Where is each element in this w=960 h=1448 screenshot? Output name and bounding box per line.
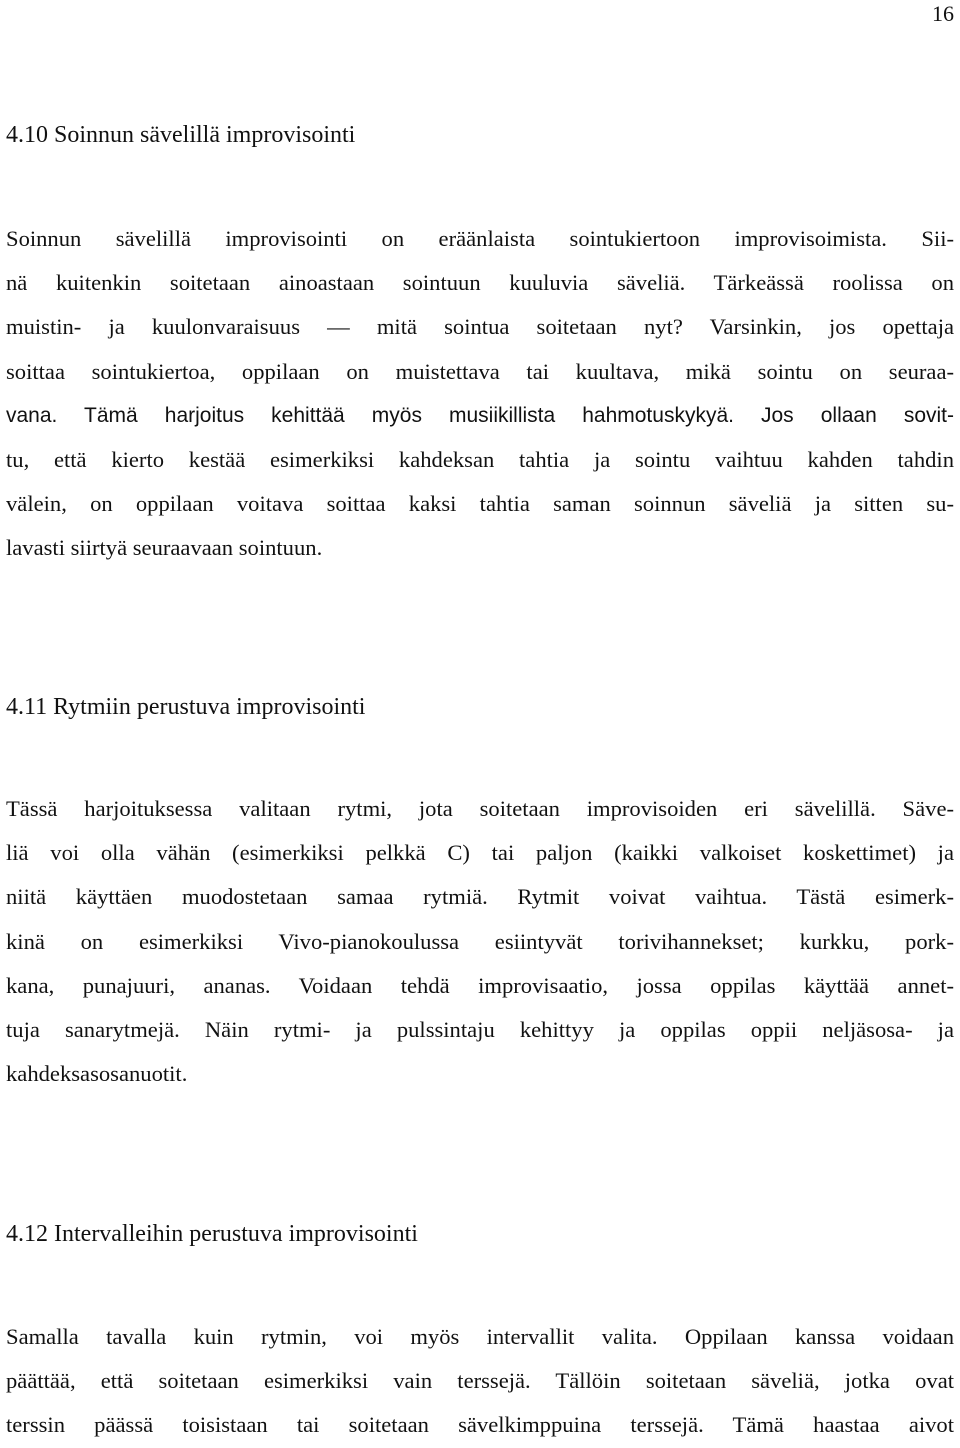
text-line: kahdeksasosanuotit. — [6, 1061, 188, 1087]
text-line: kinä on esimerkiksi Vivo-pianokoulussa esiintyvät torivihannekset; kurkku, pork- — [6, 928, 954, 954]
section-paragraph-4-10 — [6, 217, 954, 571]
text-line: tuja sanarytmejä. Näin rytmi- ja pulssintaju kehittyy ja oppilas oppii neljäsosa- ja — [6, 1017, 954, 1043]
text-line: välein, on oppilaan voitava soittaa kaksi tahtia saman soinnun säveliä ja sitten su- — [6, 491, 954, 517]
text-line: terssin päässä toisistaan tai soitetaan sävelkimppuina terssejä. Tämä haastaa aivot — [6, 1412, 954, 1438]
section-heading-4-12: 4.12 Intervalleihin perustuva improvisointi — [6, 1221, 418, 1247]
text-line: lavasti siirtyä seuraavaan sointuun. — [6, 535, 323, 561]
section-paragraph-4-12 — [6, 1315, 954, 1448]
section-paragraph-4-11 — [6, 787, 954, 1096]
section-heading-4-11: 4.11 Rytmiin perustuva improvisointi — [6, 694, 366, 720]
text-line: Tässä harjoituksessa valitaan rytmi, jota soitetaan improvisoiden eri sävelillä. Säve- — [6, 796, 954, 821]
section-heading-4-10: 4.10 Soinnun sävelillä improvisointi — [6, 122, 356, 148]
text-line: vana. Tämä harjoitus kehittää myös musiikillista hahmotuskykyä. Jos ollaan sovit- — [6, 403, 954, 427]
text-line: muistin- ja kuulonvaraisuus — mitä sointua soitetaan nyt? Varsinkin, jos opettaja — [6, 314, 954, 340]
text-line: liä voi olla vähän (esimerkiksi pelkkä C) tai paljon (kaikki valkoiset koskettimet) ja — [6, 840, 954, 866]
text-line: kana, punajuuri, ananas. Voidaan tehdä improvisaatio, jossa oppilas käyttää annet- — [6, 972, 954, 998]
text-line: soittaa sointukiertoa, oppilaan on muistettava tai kuultava, mikä sointu on seuraa- — [6, 358, 954, 384]
text-line: niitä käyttäen muodostetaan samaa rytmiä. Rytmit voivat vaihtua. Tästä esimerk- — [6, 884, 954, 910]
text-line: Samalla tavalla kuin rytmin, voi myös intervallit valita. Oppilaan kanssa voidaan — [6, 1324, 954, 1349]
text-line: päättää, että soitetaan esimerkiksi vain terssejä. Tällöin soitetaan säveliä, jotka ovat — [6, 1368, 954, 1394]
text-line: Soinnun sävelillä improvisointi on eräänlaista sointukiertoon improvisoimista. Sii- — [6, 226, 954, 251]
text-line: tu, että kierto kestää esimerkiksi kahdeksan tahtia ja sointu vaihtuu kahden tahdin — [6, 447, 954, 473]
text-line: nä kuitenkin soitetaan ainoastaan sointuun kuuluvia säveliä. Tärkeässä roolissa on — [6, 270, 954, 296]
page-number: 16 — [932, 1, 954, 26]
